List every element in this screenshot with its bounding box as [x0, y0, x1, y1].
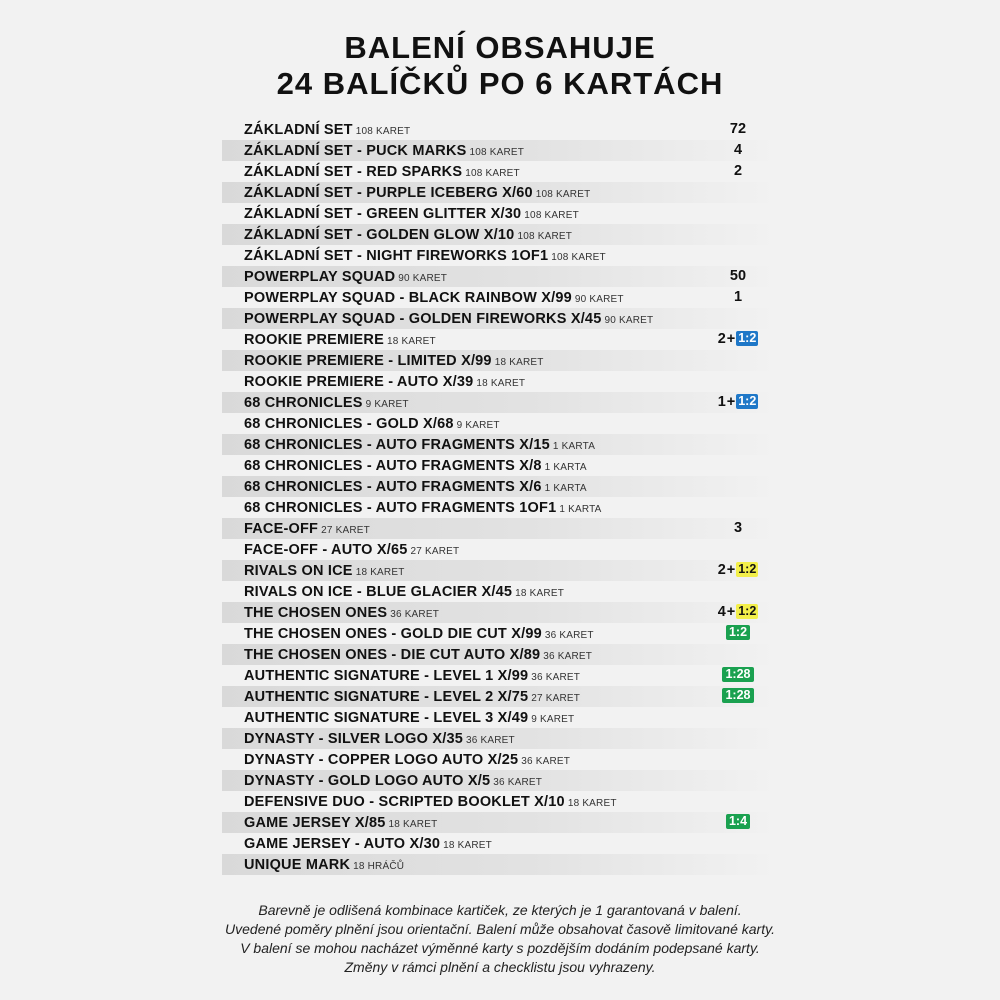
list-item	[222, 518, 778, 539]
ratio-badge: 1:2	[738, 562, 757, 576]
card-count: 18 KARET	[388, 819, 438, 830]
card-set-name: 68 CHRONICLES - AUTO FRAGMENTS X/8	[244, 458, 542, 474]
quantity-cell	[698, 665, 778, 686]
list-item	[222, 371, 778, 392]
card-count: 108 KARET	[465, 168, 520, 179]
list-item	[222, 791, 778, 812]
quantity-cell	[698, 119, 778, 140]
quantity-value: 4	[733, 142, 743, 158]
list-item	[222, 182, 778, 203]
ratio-badge: 1:2	[738, 331, 757, 345]
card-set-name: THE CHOSEN ONES - DIE CUT AUTO X/89	[244, 647, 541, 663]
card-count: 18 KARET	[476, 378, 526, 389]
plus-sign: +	[726, 394, 736, 410]
card-count: 108 KARET	[551, 252, 606, 263]
footnote-line: Uvedené poměry plnění jsou orientační. Balení může obsahovat časově limitované karty.	[225, 921, 775, 937]
card-set-name: RIVALS ON ICE - BLUE GLACIER X/45	[244, 584, 513, 600]
card-set-name: 68 CHRONICLES - AUTO FRAGMENTS 1OF1	[244, 500, 557, 516]
card-count: 90 KARET	[398, 273, 448, 284]
list-item	[222, 686, 778, 707]
card-set-name: ZÁKLADNÍ SET	[244, 122, 353, 138]
list-item	[222, 560, 778, 581]
card-set-name: FACE-OFF	[244, 521, 319, 537]
card-count: 27 KARET	[410, 546, 460, 557]
card-set-name: ROOKIE PREMIERE	[244, 332, 384, 348]
list-item	[222, 539, 778, 560]
list-item	[222, 770, 778, 791]
card-set-name: GAME JERSEY X/85	[244, 815, 386, 831]
card-set-name: UNIQUE MARK	[244, 857, 351, 873]
list-item	[222, 707, 778, 728]
list-item	[222, 245, 778, 266]
card-count: 18 KARET	[494, 357, 544, 368]
card-count: 1 KARTA	[552, 441, 596, 452]
ratio-badge: 1:28	[722, 667, 753, 682]
card-count: 108 KARET	[517, 231, 573, 242]
card-set-name: POWERPLAY SQUAD	[244, 269, 396, 285]
quantity-cell	[698, 392, 778, 413]
card-set-name: DYNASTY - GOLD LOGO AUTO X/5	[244, 773, 491, 789]
card-count: 1 KARTA	[559, 504, 602, 515]
quantity-value: 2	[717, 562, 726, 578]
card-count: 27 KARET	[531, 693, 581, 704]
list-item	[222, 812, 778, 833]
list-item	[222, 623, 778, 644]
card-set-name: ZÁKLADNÍ SET - NIGHT FIREWORKS 1OF1	[244, 248, 549, 264]
ratio-badge: 1:28	[722, 688, 753, 703]
card-count: 27 KARET	[321, 525, 370, 536]
quantity-value: 1	[733, 289, 743, 305]
card-set-name: ZÁKLADNÍ SET - GREEN GLITTER X/30	[244, 206, 522, 222]
list-item	[222, 266, 778, 287]
plus-sign: +	[726, 562, 736, 578]
quantity-cell	[698, 518, 778, 539]
card-set-name: ROOKIE PREMIERE - AUTO X/39	[244, 374, 474, 390]
card-set-name: THE CHOSEN ONES	[244, 605, 388, 621]
plus-sign: +	[726, 604, 736, 620]
card-set-name: ROOKIE PREMIERE - LIMITED X/99	[244, 353, 492, 369]
quantity-cell	[698, 287, 778, 308]
list-item	[222, 728, 778, 749]
quantity-value: 50	[729, 268, 747, 284]
list-item	[222, 308, 778, 329]
card-count: 36 KARET	[493, 777, 543, 788]
list-item	[222, 665, 778, 686]
card-set-name: AUTHENTIC SIGNATURE - LEVEL 2 X/75	[244, 689, 529, 705]
list-item	[222, 497, 778, 518]
card-count: 108 KARET	[535, 189, 591, 200]
quantity-value: 2	[733, 163, 743, 179]
card-count: 90 KARET	[574, 294, 624, 305]
card-set-name: ZÁKLADNÍ SET - RED SPARKS	[244, 164, 463, 180]
card-count: 36 KARET	[543, 651, 593, 662]
card-set-name: 68 CHRONICLES - AUTO FRAGMENTS X/6	[244, 479, 542, 495]
quantity-cell	[698, 161, 778, 182]
card-set-name: 68 CHRONICLES - GOLD X/68	[244, 416, 454, 432]
list-item	[222, 161, 778, 182]
quantity-value: 3	[733, 520, 743, 536]
quantity-cell	[698, 686, 778, 707]
quantity-cell	[698, 812, 778, 833]
card-set-name: ZÁKLADNÍ SET - PURPLE ICEBERG X/60	[244, 185, 533, 201]
card-count: 1 KARTA	[544, 462, 587, 473]
list-item	[222, 392, 778, 413]
list-item	[222, 350, 778, 371]
card-set-name: ZÁKLADNÍ SET - PUCK MARKS	[244, 143, 467, 159]
card-set-name: AUTHENTIC SIGNATURE - LEVEL 1 X/99	[244, 668, 529, 684]
card-set-name: 68 CHRONICLES	[244, 395, 363, 411]
card-count: 36 KARET	[390, 609, 440, 620]
card-count: 1 KARTA	[544, 483, 587, 494]
list-item	[222, 329, 778, 350]
quantity-cell	[698, 623, 778, 644]
card-count: 9 KARET	[531, 714, 575, 725]
ratio-badge: 1:2	[738, 394, 757, 408]
list-item	[222, 644, 778, 665]
card-set-name: POWERPLAY SQUAD - GOLDEN FIREWORKS X/45	[244, 311, 602, 327]
page-title: BALENÍ OBSAHUJE	[344, 30, 656, 65]
card-count: 108 KARET	[469, 147, 525, 158]
quantity-value: 2	[717, 331, 726, 347]
card-count: 18 KARET	[386, 336, 436, 347]
list-item	[222, 203, 778, 224]
list-item	[222, 455, 778, 476]
card-count: 9 KARET	[456, 420, 500, 431]
card-count: 36 KARET	[544, 630, 594, 641]
plus-sign: +	[726, 331, 736, 347]
card-set-name: THE CHOSEN ONES - GOLD DIE CUT X/99	[244, 626, 542, 642]
quantity-value: 4	[717, 604, 726, 620]
card-set-name: DEFENSIVE DUO - SCRIPTED BOOKLET X/10	[244, 794, 565, 810]
list-item	[222, 434, 778, 455]
footnotes	[0, 901, 1000, 977]
ratio-badge: 1:2	[738, 604, 757, 618]
quantity-cell	[698, 602, 778, 623]
card-set-name: POWERPLAY SQUAD - BLACK RAINBOW X/99	[244, 290, 572, 306]
card-set-name: AUTHENTIC SIGNATURE - LEVEL 3 X/49	[244, 710, 529, 726]
quantity-cell	[698, 329, 778, 350]
card-count: 9 KARET	[365, 399, 409, 410]
card-set-name: DYNASTY - COPPER LOGO AUTO X/25	[244, 752, 519, 768]
card-set-name: GAME JERSEY - AUTO X/30	[244, 836, 441, 852]
footnote-line: Barevně je odlišená kombinace kartiček, ze kterých je 1 garantovaná v balení.	[258, 902, 742, 918]
card-count: 18 KARET	[567, 798, 617, 809]
card-count: 36 KARET	[531, 672, 581, 683]
card-set-name: 68 CHRONICLES - AUTO FRAGMENTS X/15	[244, 437, 550, 453]
card-set-name: DYNASTY - SILVER LOGO X/35	[244, 731, 463, 747]
quantity-cell	[698, 266, 778, 287]
list-item	[222, 287, 778, 308]
footnote-line: V balení se mohou nacházet výměnné karty s pozdějším dodáním podepsané karty.	[240, 940, 760, 956]
quantity-cell	[698, 140, 778, 161]
card-count: 36 KARET	[521, 756, 571, 767]
footnote-line: Změny v rámci plnění a checklistu jsou vyhrazeny.	[344, 959, 656, 975]
list-item	[222, 602, 778, 623]
list-item	[222, 581, 778, 602]
card-count: 18 KARET	[355, 567, 405, 578]
list-item	[222, 224, 778, 245]
card-count: 108 KARET	[524, 210, 579, 221]
card-set-name: ZÁKLADNÍ SET - GOLDEN GLOW X/10	[244, 227, 515, 243]
quantity-cell	[698, 560, 778, 581]
card-count: 18 KARET	[443, 840, 492, 851]
list-item	[222, 119, 778, 140]
card-set-name: FACE-OFF - AUTO X/65	[244, 542, 408, 558]
card-count: 90 KARET	[604, 315, 654, 326]
card-count: 18 HRÁČŮ	[353, 861, 405, 872]
list-item	[222, 140, 778, 161]
list-item	[222, 476, 778, 497]
quantity-value: 72	[729, 121, 747, 137]
page-subtitle: 24 BALÍČKŮ PO 6 KARTÁCH	[276, 66, 724, 101]
list-item	[222, 854, 778, 875]
card-set-name: RIVALS ON ICE	[244, 563, 353, 579]
list-item	[222, 833, 778, 854]
card-count: 18 KARET	[515, 588, 565, 599]
ratio-badge: 1:2	[726, 625, 750, 640]
list-item	[222, 413, 778, 434]
card-count: 36 KARET	[465, 735, 515, 746]
quantity-value: 1	[717, 394, 726, 410]
card-list	[222, 119, 778, 875]
ratio-badge: 1:4	[726, 814, 750, 829]
card-count: 108 KARET	[355, 126, 411, 137]
list-item	[222, 749, 778, 770]
